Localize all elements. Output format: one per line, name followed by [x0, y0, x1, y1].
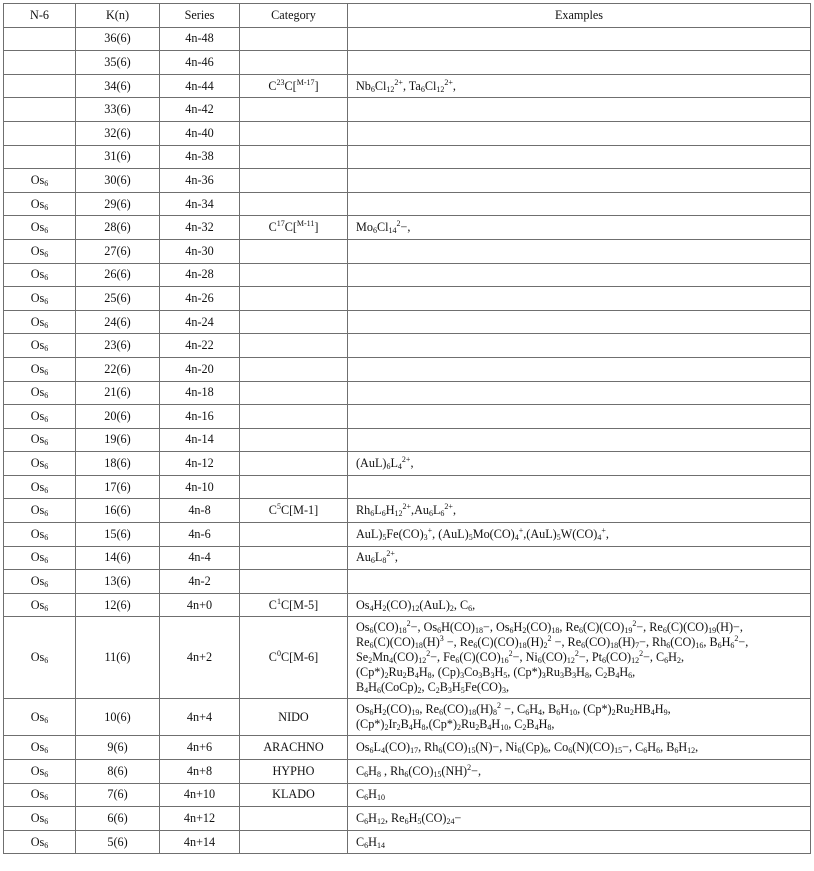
- examples-cell: [348, 98, 811, 122]
- series-cell: 4n-22: [160, 334, 240, 358]
- table-row: [4, 499, 811, 523]
- examples-cell: [348, 807, 811, 831]
- series-cell: 4n+6: [160, 736, 240, 760]
- table-row: [4, 310, 811, 334]
- table-row: [4, 428, 811, 452]
- n6-cell: $Os_6$: [4, 523, 76, 547]
- category-cell: [240, 807, 348, 831]
- table-row: [4, 27, 811, 51]
- category-cell: [240, 287, 348, 311]
- kn-cell: 7(6): [76, 783, 160, 807]
- series-cell: 4n+8: [160, 760, 240, 784]
- category-cell: [240, 405, 348, 429]
- n6-cell: $Os_6$: [4, 310, 76, 334]
- series-cell: 4n+12: [160, 807, 240, 831]
- table-row: [4, 169, 811, 193]
- example-line: $C_6H_8$ , $Rh_6(CO)_{15}(NH)^2-$,: [356, 762, 482, 779]
- examples-cell: [348, 405, 811, 429]
- category-cell: [240, 145, 348, 169]
- series-cell: 4n-38: [160, 145, 240, 169]
- n6-cell: $Os_6$: [4, 593, 76, 617]
- n6-cell: $Os_6$: [4, 405, 76, 429]
- category-cell: [240, 570, 348, 594]
- n6-cell: $Os_6$: [4, 239, 76, 263]
- kn-cell: 5(6): [76, 830, 160, 854]
- cluster-series-table: [3, 3, 811, 854]
- examples-cell: [348, 452, 811, 476]
- examples-cell: [348, 381, 811, 405]
- kn-cell: 22(6): [76, 357, 160, 381]
- kn-cell: 34(6): [76, 74, 160, 98]
- example-line: $AuL)_5Fe(CO)_3^+$, $(AuL)_5Mo(CO)_4^+,(AuL)_5W(CO)_4^+$,: [356, 525, 609, 542]
- category-cell: $C^0C[M-6]$: [240, 617, 348, 699]
- example-line: $C_6H_{14}$: [356, 834, 385, 850]
- category-cell: [240, 263, 348, 287]
- examples-cell: [348, 499, 811, 523]
- category-cell: [240, 98, 348, 122]
- table-row: [4, 192, 811, 216]
- example-line: $B_4H_6(CoCp)_2$, $C_2B_3H_5Fe(CO)_3$,: [356, 680, 509, 696]
- examples-cell: [348, 546, 811, 570]
- header-series: Series: [160, 4, 240, 28]
- example-line: $Mo_6Cl_{14}^2-$,: [356, 219, 411, 236]
- series-cell: 4n-24: [160, 310, 240, 334]
- n6-cell: $Os_6$: [4, 807, 76, 831]
- table-row: [4, 760, 811, 784]
- table-row: [4, 51, 811, 75]
- kn-cell: 16(6): [76, 499, 160, 523]
- kn-cell: 11(6): [76, 617, 160, 699]
- category-cell: [240, 475, 348, 499]
- series-cell: 4n+2: [160, 617, 240, 699]
- example-line: $Nb_6Cl_{12}^{2+}$, $Ta_6Cl_{12}^{2+}$,: [356, 77, 456, 94]
- n6-cell: $Os_6$: [4, 192, 76, 216]
- series-cell: 4n-26: [160, 287, 240, 311]
- n6-cell: $Os_6$: [4, 357, 76, 381]
- kn-cell: 19(6): [76, 428, 160, 452]
- series-cell: 4n+4: [160, 699, 240, 736]
- examples-cell: [348, 475, 811, 499]
- kn-cell: 35(6): [76, 51, 160, 75]
- table-row: [4, 334, 811, 358]
- category-cell: KLADO: [240, 783, 348, 807]
- series-cell: 4n-8: [160, 499, 240, 523]
- n6-cell: $Os_6$: [4, 287, 76, 311]
- n6-cell: [4, 27, 76, 51]
- n6-cell: $Os_6$: [4, 736, 76, 760]
- category-cell: [240, 121, 348, 145]
- kn-cell: 10(6): [76, 699, 160, 736]
- examples-cell: [348, 121, 811, 145]
- example-line: $C_6H_{12}$, $Re_6H_5(CO)_{24}-$: [356, 811, 462, 827]
- category-cell: [240, 334, 348, 358]
- kn-cell: 18(6): [76, 452, 160, 476]
- table-row: [4, 830, 811, 854]
- table-row: [4, 357, 811, 381]
- kn-cell: 31(6): [76, 145, 160, 169]
- category-cell: [240, 27, 348, 51]
- table-row: [4, 617, 811, 699]
- examples-cell: [348, 357, 811, 381]
- n6-cell: $Os_6$: [4, 830, 76, 854]
- kn-cell: 25(6): [76, 287, 160, 311]
- example-line: $Re_6(C)(CO)_{18}(H)^3$ −, $Re_6(C)(CO)_{18}(H)_2^2$ −, $Re_6(CO)_{18}(H)_7-$, $Rh_6(CO)_{16}$, $B_6H_6^2-$,: [356, 634, 749, 651]
- n6-cell: $Os_6$: [4, 617, 76, 699]
- category-cell: [240, 428, 348, 452]
- n6-cell: $Os_6$: [4, 381, 76, 405]
- kn-cell: 28(6): [76, 216, 160, 240]
- table-row: [4, 570, 811, 594]
- examples-cell: [348, 760, 811, 784]
- series-cell: 4n-34: [160, 192, 240, 216]
- table-row: [4, 74, 811, 98]
- examples-cell: [348, 239, 811, 263]
- kn-cell: 26(6): [76, 263, 160, 287]
- examples-cell: [348, 287, 811, 311]
- kn-cell: 29(6): [76, 192, 160, 216]
- examples-cell: [348, 736, 811, 760]
- table-row: [4, 239, 811, 263]
- kn-cell: 20(6): [76, 405, 160, 429]
- examples-cell: [348, 169, 811, 193]
- table-row: [4, 783, 811, 807]
- table-row: [4, 452, 811, 476]
- header-row: [4, 4, 811, 28]
- n6-cell: $Os_6$: [4, 475, 76, 499]
- example-line: $Os_4H_2(CO)_{12}(AuL)_2$, $C_6$,: [356, 597, 476, 613]
- category-cell: [240, 452, 348, 476]
- n6-cell: $Os_6$: [4, 760, 76, 784]
- example-line: $Au_6L_8^{2+}$,: [356, 549, 398, 566]
- kn-cell: 8(6): [76, 760, 160, 784]
- table-row: [4, 216, 811, 240]
- examples-cell: [348, 570, 811, 594]
- n6-cell: [4, 98, 76, 122]
- series-cell: 4n-2: [160, 570, 240, 594]
- series-cell: 4n-20: [160, 357, 240, 381]
- kn-cell: 12(6): [76, 593, 160, 617]
- example-line: $Rh_6L_6H_{12}^{2+},Au_6L_6^{2+}$,: [356, 502, 456, 519]
- category-cell: [240, 51, 348, 75]
- table-row: [4, 523, 811, 547]
- table-row: [4, 287, 811, 311]
- n6-cell: $Os_6$: [4, 499, 76, 523]
- series-cell: 4n-36: [160, 169, 240, 193]
- category-cell: [240, 546, 348, 570]
- examples-cell: [348, 27, 811, 51]
- series-cell: 4n-14: [160, 428, 240, 452]
- n6-cell: $Os_6$: [4, 452, 76, 476]
- n6-cell: [4, 121, 76, 145]
- table-row: [4, 381, 811, 405]
- n6-cell: [4, 74, 76, 98]
- examples-cell: [348, 334, 811, 358]
- kn-cell: 17(6): [76, 475, 160, 499]
- kn-cell: 30(6): [76, 169, 160, 193]
- series-cell: 4n-12: [160, 452, 240, 476]
- kn-cell: 13(6): [76, 570, 160, 594]
- examples-cell: [348, 216, 811, 240]
- example-line: $Os_6L_4(CO)_{17}$, $Rh_6(CO)_{15}(N)-$, $Ni_6(Cp)_6$, $Co_6(N)(CO)_{15}-$, $C_6H_6$, $B_6H_{12}$,: [356, 740, 699, 756]
- examples-cell: [348, 830, 811, 854]
- example-line: $Os_6(CO)_{18}^2-$, $Os_6H(CO)_{18}-$, $Os_6H_2(CO)_{18}$, $Re_6(C)(CO)_{19}^2-$, $Re_6(C)(CO)_{19}(H)-$,: [356, 619, 743, 636]
- category-cell: $C^1C[M-5]$: [240, 593, 348, 617]
- category-cell: $C^{23}C[^{M-17}]$: [240, 74, 348, 98]
- examples-cell: [348, 699, 811, 736]
- kn-cell: 21(6): [76, 381, 160, 405]
- examples-cell: [348, 783, 811, 807]
- table-body: [4, 27, 811, 854]
- examples-cell: [348, 593, 811, 617]
- series-cell: 4n-28: [160, 263, 240, 287]
- n6-cell: $Os_6$: [4, 570, 76, 594]
- series-cell: 4n-32: [160, 216, 240, 240]
- series-cell: 4n-30: [160, 239, 240, 263]
- category-cell: [240, 169, 348, 193]
- series-cell: 4n+0: [160, 593, 240, 617]
- example-line: $(Cp*)_2Ru_2B_4H_8$, $(Cp)_3Co_3B_3H_5$, $(Cp*)_3Ru_3B_3H_8$, $C_2B_4H_6$,: [356, 665, 636, 681]
- kn-cell: 24(6): [76, 310, 160, 334]
- series-cell: 4n+10: [160, 783, 240, 807]
- table-row: [4, 475, 811, 499]
- category-cell: HYPHO: [240, 760, 348, 784]
- header-examples: Examples: [348, 4, 811, 28]
- kn-cell: 23(6): [76, 334, 160, 358]
- table-row: [4, 807, 811, 831]
- example-line: $(AuL)_6L_4^{2+}$,: [356, 455, 414, 472]
- n6-cell: [4, 145, 76, 169]
- n6-cell: $Os_6$: [4, 263, 76, 287]
- n6-cell: $Os_6$: [4, 428, 76, 452]
- category-cell: [240, 239, 348, 263]
- example-line: $Os_6H_2(CO)_{19}$, $Re_6(CO)_{18}(H)_8^2$ −, $C_6H_4$, $B_6H_{10}$, $(Cp*)_2Ru_2HB_4H_9$,: [356, 701, 671, 718]
- header-n6: N-6: [4, 4, 76, 28]
- series-cell: 4n-44: [160, 74, 240, 98]
- kn-cell: 14(6): [76, 546, 160, 570]
- series-cell: 4n-4: [160, 546, 240, 570]
- category-cell: NIDO: [240, 699, 348, 736]
- series-cell: 4n-10: [160, 475, 240, 499]
- examples-cell: [348, 263, 811, 287]
- series-cell: 4n-48: [160, 27, 240, 51]
- series-cell: 4n-6: [160, 523, 240, 547]
- examples-cell: [348, 617, 811, 699]
- header-kn: K(n): [76, 4, 160, 28]
- category-cell: [240, 192, 348, 216]
- kn-cell: 9(6): [76, 736, 160, 760]
- n6-cell: $Os_6$: [4, 334, 76, 358]
- examples-cell: [348, 74, 811, 98]
- example-line: $C_6H_{10}$: [356, 787, 385, 803]
- category-cell: [240, 830, 348, 854]
- n6-cell: $Os_6$: [4, 216, 76, 240]
- kn-cell: 15(6): [76, 523, 160, 547]
- series-cell: 4n-40: [160, 121, 240, 145]
- examples-cell: [348, 192, 811, 216]
- n6-cell: $Os_6$: [4, 169, 76, 193]
- kn-cell: 36(6): [76, 27, 160, 51]
- n6-cell: $Os_6$: [4, 699, 76, 736]
- series-cell: 4n-16: [160, 405, 240, 429]
- series-cell: 4n-42: [160, 98, 240, 122]
- table-row: [4, 699, 811, 736]
- kn-cell: 6(6): [76, 807, 160, 831]
- series-cell: 4n+14: [160, 830, 240, 854]
- n6-cell: $Os_6$: [4, 546, 76, 570]
- example-line: $(Cp*)_2Ir_2B_4H_8,(Cp*)_2Ru_2B_4H_{10}$, $C_2B_4H_8$,: [356, 717, 555, 733]
- category-cell: [240, 381, 348, 405]
- category-cell: [240, 357, 348, 381]
- examples-cell: [348, 310, 811, 334]
- table-row: [4, 546, 811, 570]
- table-row: [4, 121, 811, 145]
- table-row: [4, 593, 811, 617]
- header-category: Category: [240, 4, 348, 28]
- category-cell: ARACHNO: [240, 736, 348, 760]
- n6-cell: $Os_6$: [4, 783, 76, 807]
- category-cell: [240, 523, 348, 547]
- category-cell: [240, 310, 348, 334]
- kn-cell: 27(6): [76, 239, 160, 263]
- category-cell: $C^5C[M-1]$: [240, 499, 348, 523]
- examples-cell: [348, 51, 811, 75]
- series-cell: 4n-46: [160, 51, 240, 75]
- series-cell: 4n-18: [160, 381, 240, 405]
- table-row: [4, 145, 811, 169]
- table-row: [4, 736, 811, 760]
- table-row: [4, 405, 811, 429]
- category-cell: $C^{17}C[^{M-11}]$: [240, 216, 348, 240]
- table-row: [4, 263, 811, 287]
- kn-cell: 33(6): [76, 98, 160, 122]
- kn-cell: 32(6): [76, 121, 160, 145]
- table-row: [4, 98, 811, 122]
- example-line: $Se_2Mn_4(CO)_{12}^2-$, $Fe_6(C)(CO)_{16}^2-$, $Ni_6(CO)_{12}^2-$, $Pt_6(CO)_{12}^2-$, $C_6H_2$,: [356, 649, 685, 666]
- n6-cell: [4, 51, 76, 75]
- examples-cell: [348, 523, 811, 547]
- examples-cell: [348, 428, 811, 452]
- examples-cell: [348, 145, 811, 169]
